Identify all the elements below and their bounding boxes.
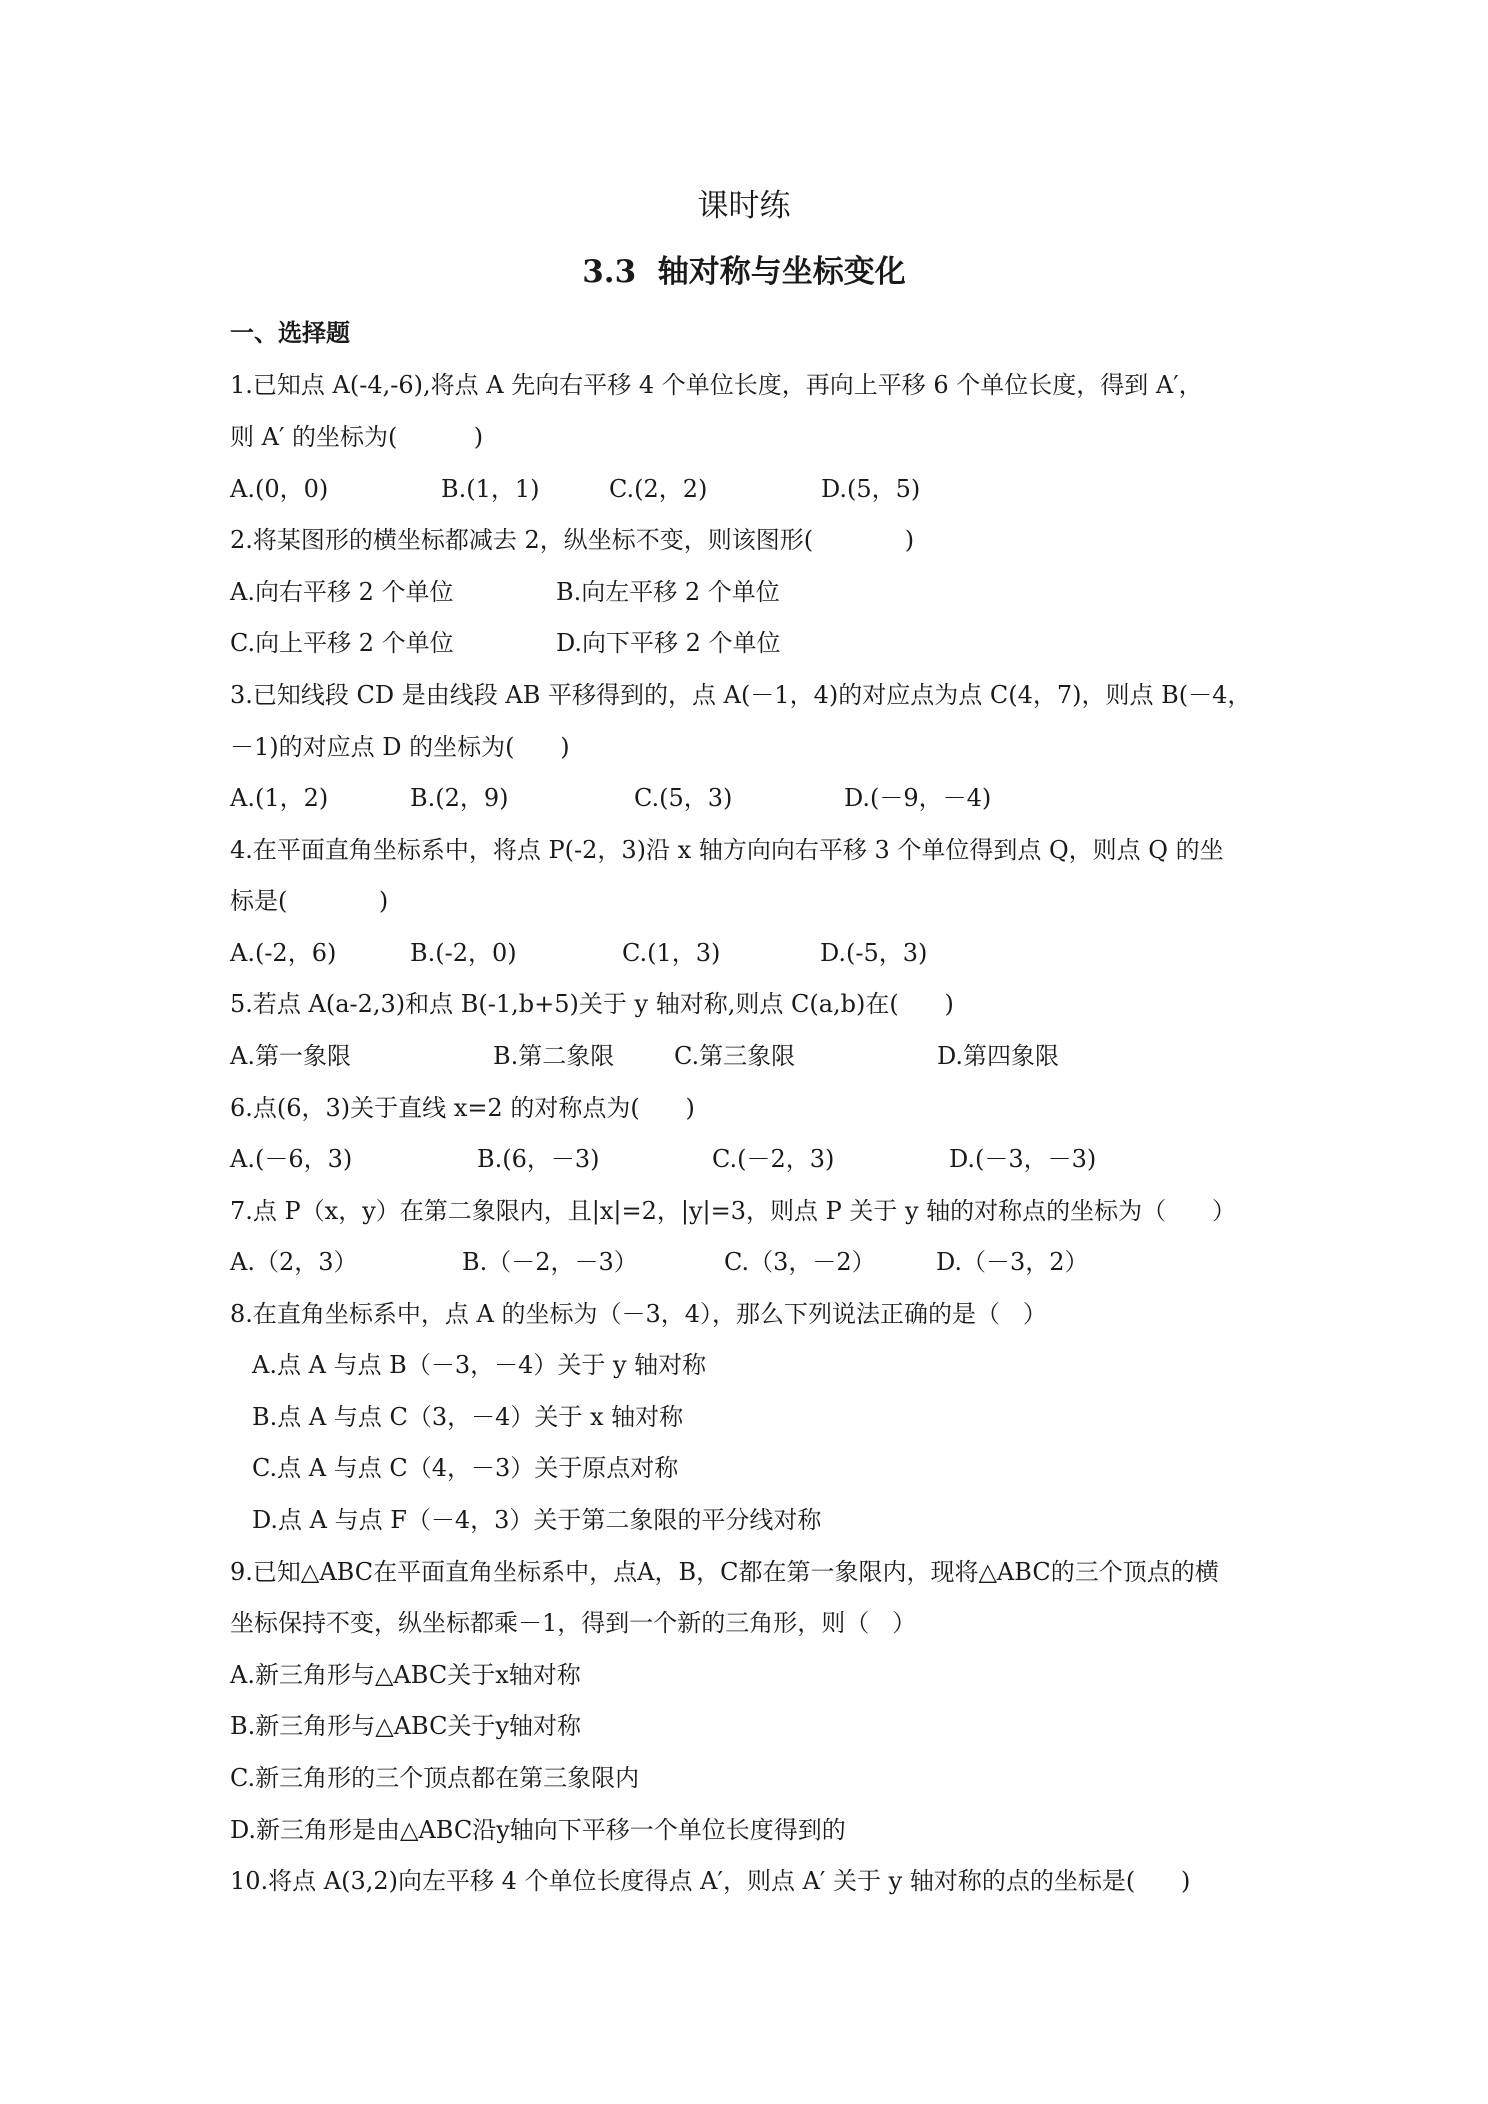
- q4-stem-line-1: 4.在平面直角坐标系中，将点 P(-2，3)沿 x 轴方向向右平移 3 个单位得到点 Q，则点 Q 的坐: [230, 836, 1224, 864]
- q3-stem-line-1: 3.已知线段 CD 是由线段 AB 平移得到的，点 A(－1，4)的对应点为点 C(4，7)，则点 B(－4，: [230, 681, 1252, 709]
- q9-stem-line-1: 9.已知△ABC在平面直角坐标系中，点A，B，C都在第一象限内，现将△ABC的三个顶点的横: [230, 1558, 1219, 1586]
- q3-stem-line-2: －1)的对应点 D 的坐标为( ): [230, 733, 570, 761]
- q2-option-d: D.向下平移 2 个单位: [556, 629, 781, 657]
- q1-option-b: B.(1，1): [441, 475, 540, 503]
- q9-stem-line-2: 坐标保持不变，纵坐标都乘－1，得到一个新的三角形，则（ ）: [230, 1609, 917, 1637]
- q9-option-a: A.新三角形与△ABC关于x轴对称: [230, 1661, 581, 1689]
- q3-option-c: C.(5，3): [634, 784, 733, 812]
- q2-option-c: C.向上平移 2 个单位: [230, 629, 454, 657]
- q4-option-a: A.(-2，6): [230, 939, 337, 967]
- q4-option-d: D.(-5，3): [820, 939, 928, 967]
- q6-option-b: B.(6，－3): [477, 1145, 600, 1173]
- page-title: 课时练: [697, 188, 791, 224]
- q2-stem-line-1: 2.将某图形的横坐标都减去 2，纵坐标不变，则该图形( ): [230, 526, 915, 554]
- q5-option-a: A.第一象限: [230, 1042, 351, 1070]
- q7-option-b: B.（－2，－3）: [462, 1248, 638, 1276]
- q2-option-a: A.向右平移 2 个单位: [230, 578, 454, 606]
- q5-option-b: B.第二象限: [493, 1042, 615, 1070]
- q7-option-c: C.（3，－2）: [724, 1248, 876, 1276]
- lesson-title: 3.3 轴对称与坐标变化: [582, 254, 906, 290]
- q8-option-d: D.点 A 与点 F（－4，3）关于第二象限的平分线对称: [252, 1506, 822, 1534]
- q5-stem-line-1: 5.若点 A(a-2,3)和点 B(-1,b+5)关于 y 轴对称,则点 C(a,b)在( ): [230, 990, 954, 1018]
- q8-option-b: B.点 A 与点 C（3，－4）关于 x 轴对称: [252, 1403, 684, 1431]
- q6-stem-line-1: 6.点(6，3)关于直线 x=2 的对称点为( ): [230, 1094, 695, 1122]
- q4-option-b: B.(-2，0): [410, 939, 517, 967]
- q8-option-a: A.点 A 与点 B（－3，－4）关于 y 轴对称: [252, 1351, 707, 1379]
- q3-option-a: A.(1，2): [230, 784, 329, 812]
- q1-option-a: A.(0，0): [230, 475, 329, 503]
- q7-stem-line-1: 7.点 P（x，y）在第二象限内，且|x|=2，|y|=3，则点 P 关于 y 轴的对称点的坐标为（ ）: [230, 1197, 1236, 1225]
- section-heading: 一、选择题: [230, 318, 350, 347]
- q10-stem-line-1: 10.将点 A(3,2)向左平移 4 个单位长度得点 A′，则点 A′ 关于 y 轴对称的点的坐标是( ): [230, 1867, 1191, 1895]
- q1-stem-line-1: 1.已知点 A(-4,-6),将点 A 先向右平移 4 个单位长度，再向上平移 6 个单位长度，得到 A′，: [230, 371, 1203, 399]
- q4-stem-line-2: 标是( ): [230, 887, 389, 915]
- q8-option-c: C.点 A 与点 C（4，－3）关于原点对称: [252, 1454, 679, 1482]
- q5-option-d: D.第四象限: [937, 1042, 1060, 1070]
- q6-option-a: A.(－6，3): [230, 1145, 353, 1173]
- q4-option-c: C.(1，3): [622, 939, 721, 967]
- q9-option-c: C.新三角形的三个顶点都在第三象限内: [230, 1764, 640, 1792]
- q7-option-a: A.（2，3）: [230, 1248, 358, 1276]
- q9-option-b: B.新三角形与△ABC关于y轴对称: [230, 1712, 582, 1740]
- q1-option-d: D.(5，5): [821, 475, 921, 503]
- q3-option-d: D.(－9，－4): [844, 784, 992, 812]
- q9-option-d: D.新三角形是由△ABC沿y轴向下平移一个单位长度得到的: [230, 1816, 846, 1844]
- q2-option-b: B.向左平移 2 个单位: [556, 578, 780, 606]
- q3-option-b: B.(2，9): [410, 784, 509, 812]
- q1-option-c: C.(2，2): [609, 475, 708, 503]
- q1-stem-line-2: 则 A′ 的坐标为( ): [230, 423, 484, 451]
- q8-stem-line-1: 8.在直角坐标系中，点 A 的坐标为（－3，4），那么下列说法正确的是（ ）: [230, 1300, 1047, 1328]
- q6-option-d: D.(－3，－3): [949, 1145, 1097, 1173]
- q5-option-c: C.第三象限: [674, 1042, 796, 1070]
- q7-option-d: D.（－3，2）: [936, 1248, 1089, 1276]
- q6-option-c: C.(－2，3): [712, 1145, 835, 1173]
